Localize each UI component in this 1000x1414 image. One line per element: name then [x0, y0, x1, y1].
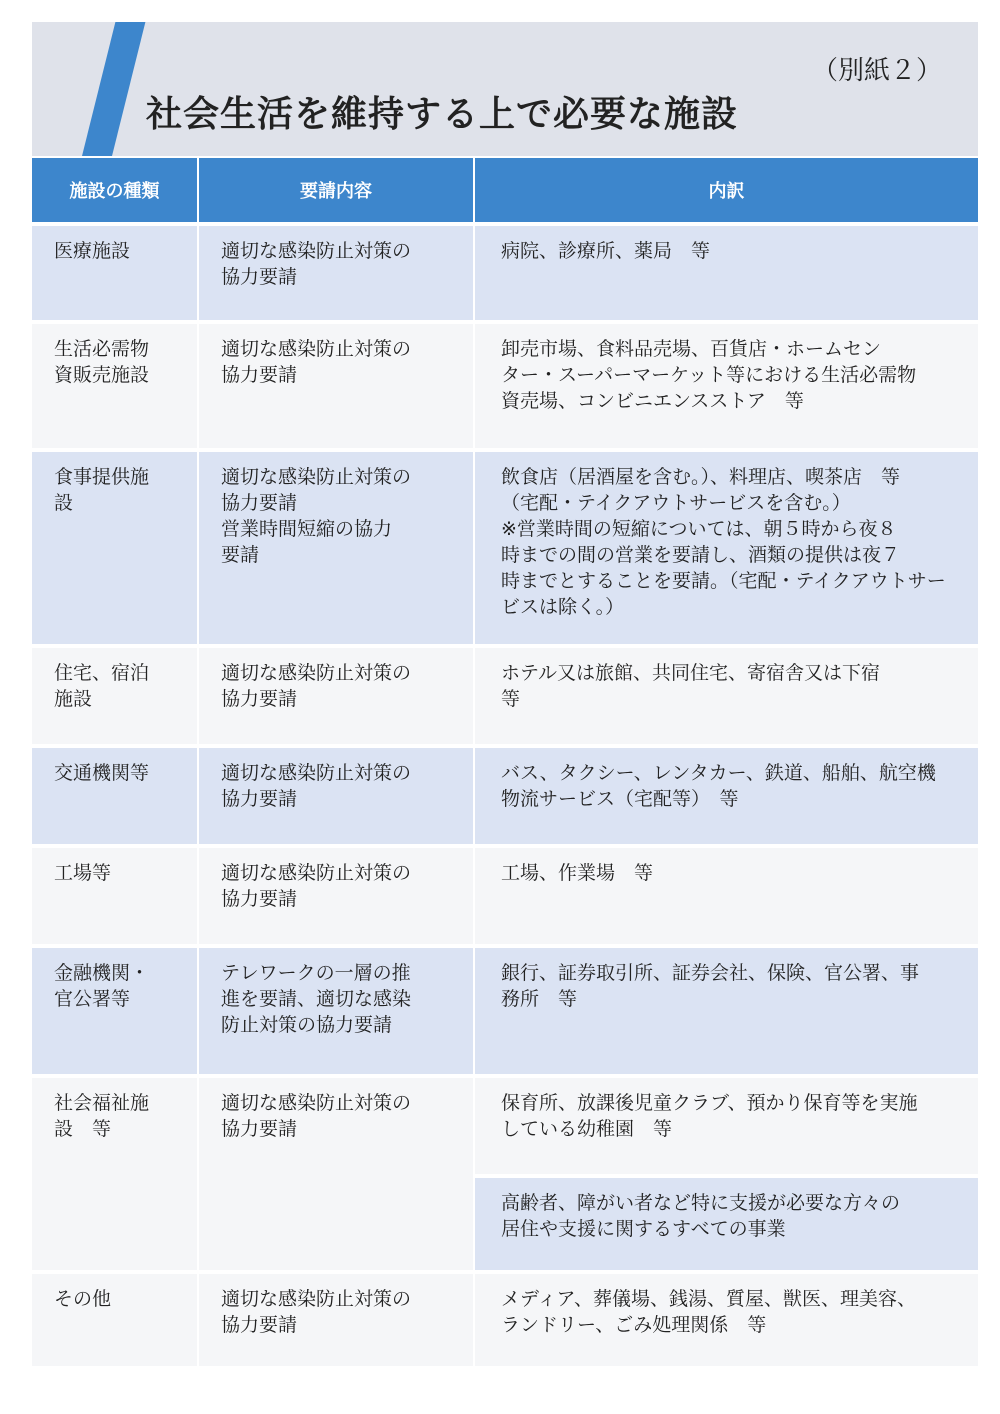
table-row: [32, 450, 978, 646]
table-row: [32, 846, 978, 946]
facility-type-cell: 食事提供施 設: [32, 450, 198, 646]
details-cell: 病院、診療所、薬局 等: [474, 224, 978, 322]
table-row: [32, 646, 978, 746]
request-cell: 適切な感染防止対策の 協力要請: [198, 322, 474, 450]
table-row: [32, 746, 978, 846]
details-cell-secondary: 高齢者、障がい者など特に支援が必要な方々の 居住や支援に関するすべての事業: [474, 1176, 978, 1272]
details-cell: バス、タクシー、レンタカー、鉄道、船舶、航空機 物流サービス（宅配等） 等: [474, 746, 978, 846]
details-cell: 銀行、証券取引所、証券会社、保険、官公署、事 務所 等: [474, 946, 978, 1076]
details-cell: 工場、作業場 等: [474, 846, 978, 946]
request-cell: 適切な感染防止対策の 協力要請: [198, 646, 474, 746]
facility-type-cell: 工場等: [32, 846, 198, 946]
request-cell: 適切な感染防止対策の 協力要請: [198, 224, 474, 322]
details-cell: 保育所、放課後児童クラブ、預かり保育等を実施 している幼稚園 等: [474, 1076, 978, 1176]
request-cell: 適切な感染防止対策の 協力要請: [198, 746, 474, 846]
facilities-table: [32, 158, 978, 1370]
table-row: [32, 1272, 978, 1368]
column-header-details: 内訳: [474, 158, 978, 224]
facility-type-cell: 社会福祉施 設 等: [32, 1076, 198, 1272]
request-cell: 適切な感染防止対策の 協力要請: [198, 846, 474, 946]
table-header-row: [32, 158, 978, 224]
details-cell: メディア、葬儀場、銭湯、質屋、獣医、理美容、 ランドリー、ごみ処理関係 等: [474, 1272, 978, 1368]
page-title: 社会生活を維持する上で必要な施設: [146, 94, 739, 135]
request-cell: 適切な感染防止対策の 協力要請: [198, 1076, 474, 1272]
header-banner: [32, 22, 978, 156]
annex-label: （別紙２）: [811, 56, 942, 86]
details-cell: ホテル又は旅館、共同住宅、寄宿舎又は下宿 等: [474, 646, 978, 746]
request-cell: テレワークの一層の推 進を要請、適切な感染 防止対策の協力要請: [198, 946, 474, 1076]
table-row: [32, 224, 978, 322]
table-row: [32, 1076, 978, 1176]
table-row: [32, 322, 978, 450]
facility-type-cell: その他: [32, 1272, 198, 1368]
facility-type-cell: 金融機関・ 官公署等: [32, 946, 198, 1076]
request-cell: 適切な感染防止対策の 協力要請: [198, 1272, 474, 1368]
decorative-slash: [82, 22, 145, 156]
request-cell: 適切な感染防止対策の 協力要請 営業時間短縮の協力 要請: [198, 450, 474, 646]
details-cell: 飲食店（居酒屋を含む。）、料理店、喫茶店 等 （宅配・テイクアウトサービスを含む。） ※営業時間の短縮については、朝５時から夜８ 時までの間の営業を要請し、酒類の提供は夜７ 時までとすることを要請。（宅配・テイクアウトサー ビスは除く。）: [474, 450, 978, 646]
column-header-type: 施設の種類: [32, 158, 198, 224]
details-cell: 卸売市場、食料品売場、百貨店・ホームセン ター・スーパーマーケット等における生活必需物 資売場、コンビニエンスストア 等: [474, 322, 978, 450]
facility-type-cell: 住宅、宿泊 施設: [32, 646, 198, 746]
column-header-request: 要請内容: [198, 158, 474, 224]
facility-type-cell: 医療施設: [32, 224, 198, 322]
facility-type-cell: 生活必需物 資販売施設: [32, 322, 198, 450]
facility-type-cell: 交通機関等: [32, 746, 198, 846]
table-row: [32, 946, 978, 1076]
